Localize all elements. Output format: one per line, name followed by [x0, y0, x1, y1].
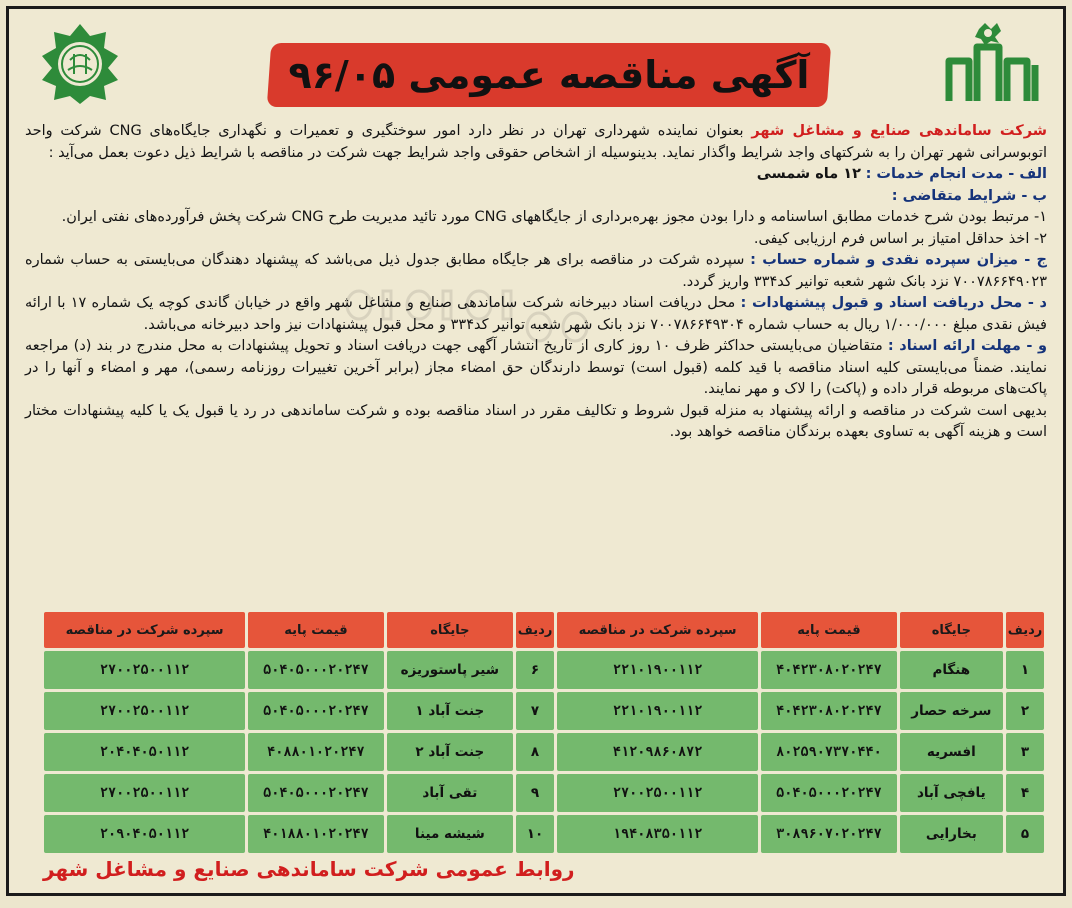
table-cell: ۱۰ [516, 815, 554, 853]
table-cell: ۶ [516, 651, 554, 689]
table-cell: ۵۰۴۰۵۰۰۰۲۰۲۴۷ [761, 774, 896, 812]
table-cell: ۱۹۴۰۸۳۵۰۱۱۲ [557, 815, 758, 853]
table-cell: بخارایی [900, 815, 1003, 853]
table-cell: شیشه مینا [387, 815, 513, 853]
table-cell: یافچی آباد [900, 774, 1003, 812]
section-vav-text: متقاضیان می‌بایستی حداکثر ظرف ۱۰ روز کاری از تاریخ انتشار آگهی جهت دریافت اسناد و تحویل پیشنهادات به محل مندرج در بند (د) مراجعه نمایند. ضمناً می‌بایستی کلیه اسناد مناقصه با قید کلمه (قبول است) توسط دارندگان حق امضاء مجاز (برابر آخرین تغییرات روزنامه رسمی)، مهر و امضاء و آنها را در پاکت‌های مربوطه قرار داده و (پاکت) را لاک و مهر نمایند. [25, 338, 1047, 397]
section-jim-label: ج - میزان سپرده نقدی و شماره حساب : [750, 252, 1047, 268]
table-cell: ۴۰۸۸۰۱۰۲۰۲۴۷ [248, 733, 383, 771]
table-cell: ۵ [1006, 815, 1044, 853]
header-cell: قیمت پایه [248, 612, 383, 648]
table-cell: هنگام [900, 651, 1003, 689]
section-be-item-2: ۲- اخذ حداقل امتیاز بر اساس فرم ارزیابی کیفی. [753, 230, 1047, 247]
table-cell: ۸ [516, 733, 554, 771]
table-header-row [44, 612, 1044, 648]
header-cell: جایگاه [900, 612, 1003, 648]
table-cell: جنت آباد ۲ [387, 733, 513, 771]
table-cell: ۲۰۹۰۴۰۵۰۱۱۲ [44, 815, 245, 853]
section-dal-label: د - محل دریافت اسناد و قبول پیشنهادات : [740, 295, 1047, 311]
table-row [44, 651, 1044, 689]
table-cell: ۲۷۰۰۲۵۰۰۱۱۲ [44, 651, 245, 689]
table-cell: ۷ [516, 692, 554, 730]
table-cell: ۴۱۲۰۹۸۶۰۸۷۲ [557, 733, 758, 771]
table-cell: ۴۰۱۸۸۰۱۰۲۰۲۴۷ [248, 815, 383, 853]
section-be [25, 186, 1047, 208]
company-logo-icon [941, 21, 1051, 105]
tender-notice [6, 6, 1066, 896]
municipality-seal-icon [39, 23, 121, 105]
intro-paragraph [25, 121, 1047, 164]
page-title: آگهی مناقصه عمومی ۹۶/۰۵ [288, 53, 810, 97]
table-cell: تقی آباد [387, 774, 513, 812]
table-cell: ۱ [1006, 651, 1044, 689]
section-be-item-1: ۱- مرتبط بودن شرح خدمات مطابق اساسنامه و دارا بودن مجوز بهره‌برداری از جایگاههای CNG مورد تائید مدیریت طرح CNG شرکت پخش فرآورده‌های نفتی ایران. [61, 209, 1047, 225]
table-cell: سرخه حصار [900, 692, 1003, 730]
section-dal [25, 293, 1047, 336]
table-cell: ۲۷۰۰۲۵۰۰۱۱۲ [44, 692, 245, 730]
section-alef-value: ۱۲ ماه شمسی [756, 166, 861, 182]
section-vav [25, 336, 1047, 401]
table-cell: ۲۷۰۰۲۵۰۰۱۱۲ [44, 774, 245, 812]
deposit-table-grid [41, 609, 1047, 856]
table-cell: جنت آباد ۱ [387, 692, 513, 730]
section-alef-label: الف - مدت انجام خدمات : [865, 166, 1047, 182]
table-cell: ۴ [1006, 774, 1044, 812]
closing-paragraph: بدیهی است شرکت در مناقصه و ارائه پیشنهاد به منزله قبول شروط و تکالیف مقرر در اسناد مناقصه بوده و شرکت ساماندهی در رد یا قبول یک یا کلیه پیشنهادات مختار است و هزینه آگهی به تساوی بعهده برندگان مناقصه خواهد بود. [25, 402, 1047, 440]
section-jim [25, 250, 1047, 293]
table-cell: ۵۰۴۰۵۰۰۰۲۰۲۴۷ [248, 774, 383, 812]
header-cell: ردیف [516, 612, 554, 648]
header-cell: جایگاه [387, 612, 513, 648]
table-row [44, 692, 1044, 730]
table-row [44, 733, 1044, 771]
header-cell: سپرده شرکت در مناقصه [557, 612, 758, 648]
section-alef [25, 164, 1047, 186]
table-cell: ۵۰۴۰۵۰۰۰۲۰۲۴۷ [248, 692, 383, 730]
company-name: شرکت ساماندهی صنایع و مشاغل شهر [751, 123, 1047, 139]
table-cell: ۳ [1006, 733, 1044, 771]
table-cell: ۳۰۸۹۶۰۷۰۲۰۲۴۷ [761, 815, 896, 853]
footer-signature: روابط عمومی شرکت ساماندهی صنایع و مشاغل شهر [43, 857, 575, 881]
section-jim-text: سپرده شرکت در مناقصه برای هر جایگاه مطابق جدول ذیل می‌باشد که پیشنهاد دهندگان می‌بایستی به حساب شماره ۷۰۰۷۸۶۶۴۹۰۲۳ نزد بانک شهر شعبه توانیر کد۳۳۴ واریز گردد. [25, 252, 1047, 290]
intro-text: بعنوان نماینده شهرداری تهران در نظر دارد امور سوختگیری و تعمیرات و نگهداری جایگاه‌های CNG شرکت واحد اتوبوسرانی شهر تهران را به شرکتهای واجد شرایط واگذار نماید. بدینوسیله از اشخاص حقوقی واجد شرایط جهت شرکت در مناقصه با شرایط ذیل دعوت بعمل می‌آید : [25, 123, 1047, 161]
header [9, 9, 1063, 117]
table-cell: ۲۲۱۰۱۹۰۰۱۱۲ [557, 651, 758, 689]
table-cell: ۲۷۰۰۲۵۰۰۱۱۲ [557, 774, 758, 812]
header-cell: سپرده شرکت در مناقصه [44, 612, 245, 648]
header-cell: ردیف [1006, 612, 1044, 648]
table-cell: ۲۰۴۰۴۰۵۰۱۱۲ [44, 733, 245, 771]
table-cell: ۸۰۲۵۹۰۷۳۷۰۴۴۰ [761, 733, 896, 771]
table-row [44, 774, 1044, 812]
table-cell: ۵۰۴۰۵۰۰۰۲۰۲۴۷ [248, 651, 383, 689]
deposit-table [41, 609, 1047, 849]
section-vav-label: و - مهلت ارائه اسناد : [887, 338, 1048, 354]
section-be-label: ب - شرایط متقاضی : [891, 187, 1047, 204]
table-cell: شیر پاستوریزه [387, 651, 513, 689]
section-dal-text: محل دریافت اسناد دبیرخانه شرکت ساماندهی صنایع و مشاغل شهر واقع در خیابان گاندی کوچه یک شماره ۱۷ با ارائه فیش نقدی مبلغ ۱/۰۰۰/۰۰۰ ریال به حساب شماره ۷۰۰۷۸۶۶۴۹۳۰۴ نزد بانک شهر شعبه توانیر کد۳۳۴ و محل قبول پیشنهادات نیز واحد دبیرخانه می‌باشد. [25, 295, 1047, 333]
notice-body [25, 121, 1047, 444]
table-cell: ۹ [516, 774, 554, 812]
table-cell: افسریه [900, 733, 1003, 771]
table-row [44, 815, 1044, 853]
table-cell: ۴۰۴۲۳۰۸۰۲۰۲۴۷ [761, 651, 896, 689]
header-cell: قیمت پایه [761, 612, 896, 648]
table-cell: ۲ [1006, 692, 1044, 730]
table-cell: ۲۲۱۰۱۹۰۰۱۱۲ [557, 692, 758, 730]
table-cell: ۴۰۴۲۳۰۸۰۲۰۲۴۷ [761, 692, 896, 730]
